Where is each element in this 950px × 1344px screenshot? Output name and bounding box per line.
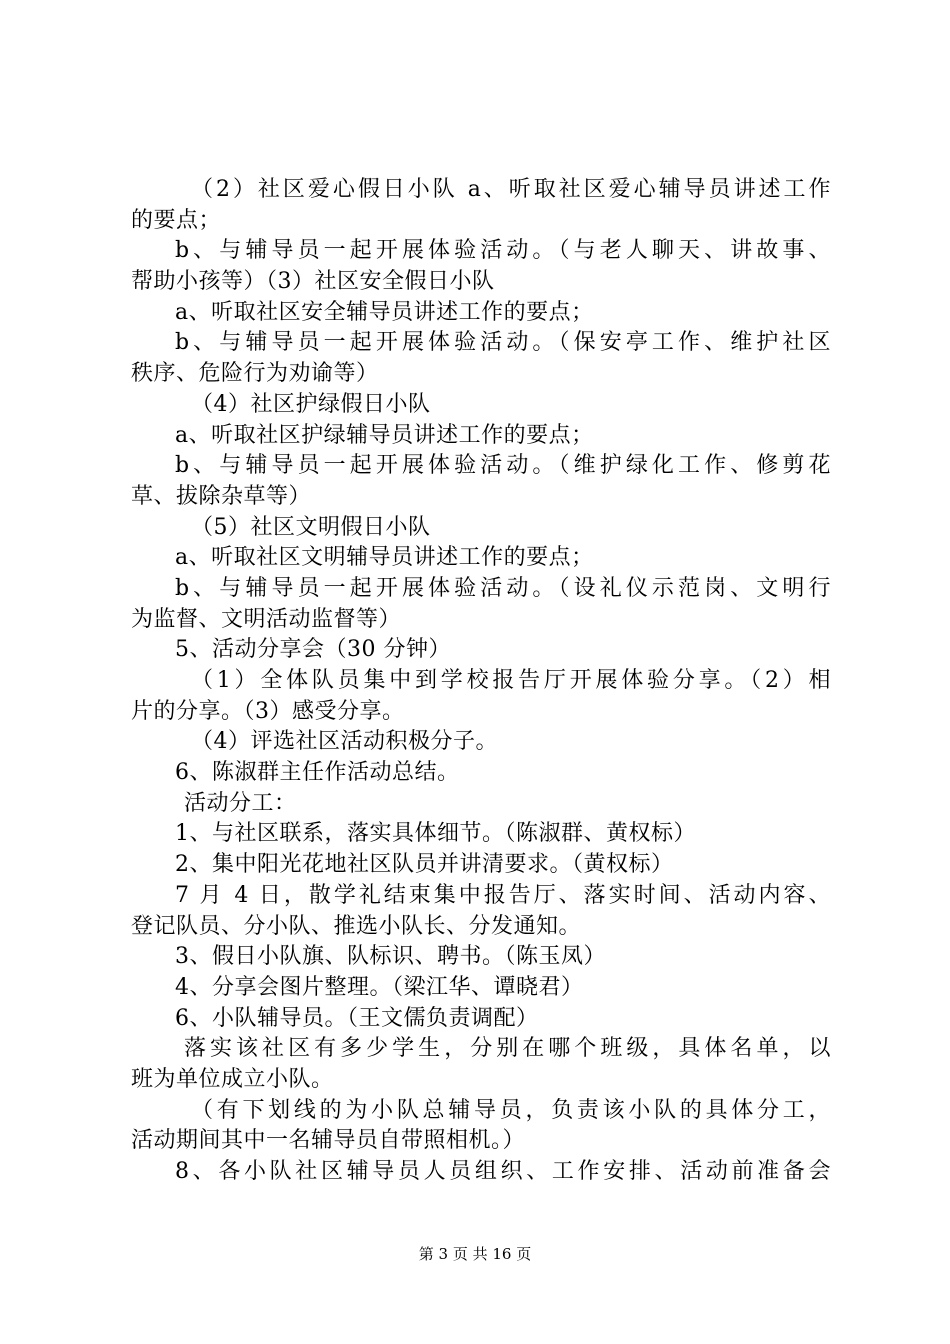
text-line-8: （4）社区护绿假日小队 [191,391,431,417]
text-line-1: （2）社区爱心假日小队 a、听取社区爱心辅导员讲述工作 [191,177,831,202]
text-line-32: 活动期间其中一名辅导员自带照相机。） [131,1128,526,1154]
text-line-26: 3、假日小队旗、队标识、聘书。（陈玉凤） [175,944,606,970]
text-line-24: 7 月 4 日，散学礼结束集中报告厅、落实时间、活动内容、 [175,882,831,908]
text-line-31: （有下划线的为小队总辅导员，负责该小队的具体分工， [191,1097,831,1123]
text-line-23: 2、集中阳光花地社区队员并讲清要求。（黄权标） [175,852,674,878]
text-line-2: 的要点； [131,207,222,233]
page-number-footer: 第 3 页 共 16 页 [418,1245,532,1263]
text-line-21: 活动分工： [184,790,297,816]
text-line-17: （1）全体队员集中到学校报告厅开展体验分享。（2）相 [191,668,831,693]
text-line-27: 4、分享会图片整理。（梁江华、谭晓君） [175,974,584,1000]
text-line-25: 登记队员、分小队、推选小队长、分发通知。 [131,913,582,939]
text-line-6: b、与辅导员一起开展体验活动。（保安亭工作、维护社区 [175,330,831,356]
text-line-20: 6、陈淑群主任作活动总结。 [175,760,460,786]
text-line-30: 班为单位成立小队。 [131,1066,334,1092]
text-line-10: b、与辅导员一起开展体验活动。（维护绿化工作、修剪花 [175,453,831,479]
text-line-11: 草、拔除杂草等） [131,483,312,509]
text-line-19: （4）评选社区活动积极分子。 [191,729,498,755]
text-line-28: 6、小队辅导员。（王文儒负责调配） [175,1005,539,1031]
text-line-13: a、听取社区文明辅导员讲述工作的要点； [175,545,594,571]
text-line-12: （5）社区文明假日小队 [191,514,431,540]
text-line-22: 1、与社区联系，落实具体细节。（陈淑群、黄权标） [175,821,696,847]
text-line-18: 片的分享。（3）感受分享。 [131,698,405,724]
text-line-7: 秩序、危险行为劝谕等） [131,361,379,387]
text-line-33: 8、各小队社区辅导员人员组织、工作安排、活动前准备会 [175,1159,831,1184]
text-line-29: 落实该社区有多少学生，分别在哪个班级，具体名单，以 [184,1036,831,1062]
document-body [131,175,831,1188]
text-line-5: a、听取社区安全辅导员讲述工作的要点； [175,299,594,325]
text-line-4: 帮助小孩等）（3）社区安全假日小队 [131,269,495,295]
text-line-14: b、与辅导员一起开展体验活动。（设礼仪示范岗、文明行 [175,575,831,601]
text-line-3: b、与辅导员一起开展体验活动。（与老人聊天、讲故事、 [175,238,831,264]
text-line-16: 5、活动分享会（30 分钟） [175,637,451,663]
text-line-9: a、听取社区护绿辅导员讲述工作的要点； [175,422,594,448]
text-line-15: 为监督、文明活动监督等） [131,606,402,632]
